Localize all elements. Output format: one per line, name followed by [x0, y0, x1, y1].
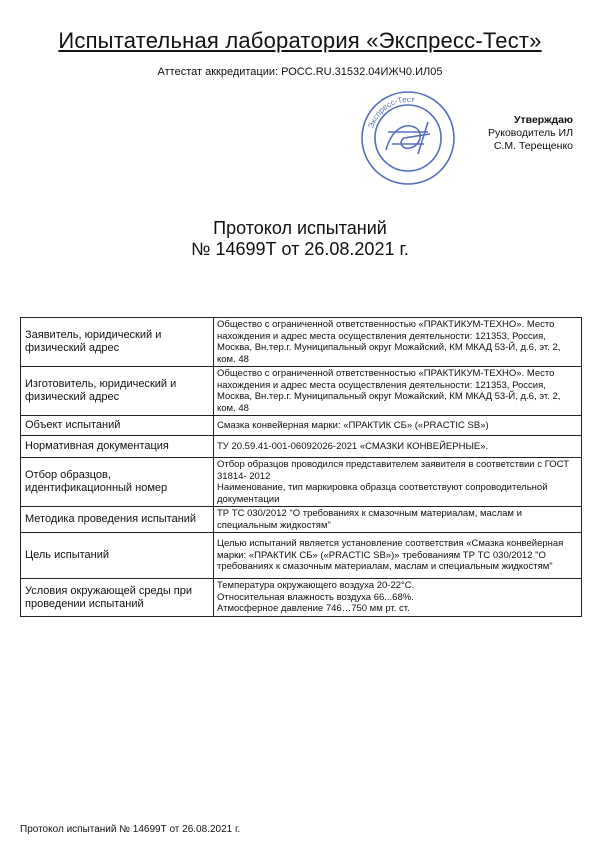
row-value	[214, 579, 582, 617]
row-label: Заявитель, юридический и физический адрес	[21, 318, 214, 367]
approval-name: С.М. Терещенко	[493, 140, 573, 152]
row-value-line: Наименование, тип маркировка образца соответствуют сопроводительной документации	[217, 482, 548, 505]
row-value: Общество с ограниченной ответственностью «ПРАКТИКУМ-ТЕХНО». Место нахождения и адрес места осуществления деятельности: 121353, Россия, Москва, Вн.тер.г. Муниципальный округ Можайский, КМ МКАД 53-Й, д.6, эт. 2, ком. 48	[214, 367, 582, 416]
row-value: Целью испытаний является установление соответствия «Смазка конвейерная марки: «ПРАКТИК СБ» («PRACTIC SB»)» требованиям ТР ТС 030/2012 "О требованиях к смазочным материалам, маслам и специальным жидкостям"	[214, 533, 582, 579]
table-row	[21, 436, 582, 458]
row-value: ТУ 20.59.41-001-06092026-2021 «СМАЗКИ КОНВЕЙЕРНЫЕ».	[214, 436, 582, 458]
table-row	[21, 416, 582, 436]
row-label: Отбор образцов, идентификационный номер	[21, 458, 214, 507]
approval-heading: Утверждаю	[513, 114, 573, 126]
protocol-info-table	[20, 317, 582, 617]
table-row	[21, 579, 582, 617]
row-value-line: Отбор образцов проводился представителем заявителя в соответствии с ГОСТ 31814- 2012	[217, 459, 569, 482]
table-row	[21, 458, 582, 507]
row-label: Условия окружающей среды при проведении испытаний	[21, 579, 214, 617]
row-label: Методика проведения испытаний	[21, 507, 214, 533]
table-row	[21, 367, 582, 416]
footer-protocol-ref: Протокол испытаний № 14699Т от 26.08.2021 г.	[20, 824, 241, 835]
protocol-number: № 14699Т от 26.08.2021 г.	[191, 239, 409, 259]
row-value-line: Температура окружающего воздуха 20-22°С.	[217, 580, 415, 592]
approval-position: Руководитель ИЛ	[488, 127, 573, 139]
stamp-text: Экспресс-Тест	[366, 94, 416, 130]
row-value: Общество с ограниченной ответственностью «ПРАКТИКУМ-ТЕХНО». Место нахождения и адрес места осуществления деятельности: 121353, Россия, Москва, Вн.тер.г. Муниципальный округ Можайский, КМ МКАД 53-Й, д.6, эт. 2, ком. 48	[214, 318, 582, 367]
table-row	[21, 507, 582, 533]
row-label: Объект испытаний	[21, 416, 214, 436]
row-label: Нормативная документация	[21, 436, 214, 458]
lab-stamp-seal	[358, 88, 458, 188]
lab-title: Испытательная лаборатория «Экспресс-Тест»	[58, 28, 542, 53]
row-label: Цель испытаний	[21, 533, 214, 579]
row-label: Изготовитель, юридический и физический адрес	[21, 367, 214, 416]
row-value-line: Относительная влажность воздуха 66...68%.	[217, 591, 414, 603]
row-value	[214, 458, 582, 507]
svg-text:Экспресс-Тест	[366, 95, 415, 130]
accreditation-line: Аттестат аккредитации: РОСС.RU.31532.04ИЖЧ0.ИЛ05	[157, 66, 443, 78]
approval-block	[455, 114, 573, 153]
protocol-title: Протокол испытаний	[213, 218, 387, 238]
protocol-heading	[0, 218, 600, 260]
table-row	[21, 318, 582, 367]
row-value: Смазка конвейерная марки: «ПРАКТИК СБ» («PRACTIC SB»)	[214, 416, 582, 436]
row-value: ТР ТС 030/2012 "О требованиях к смазочным материалам, маслам и специальным жидкостям"	[214, 507, 582, 533]
row-value-line: Атмосферное давление 746…750 мм рт. ст.	[217, 603, 410, 615]
table-row	[21, 533, 582, 579]
